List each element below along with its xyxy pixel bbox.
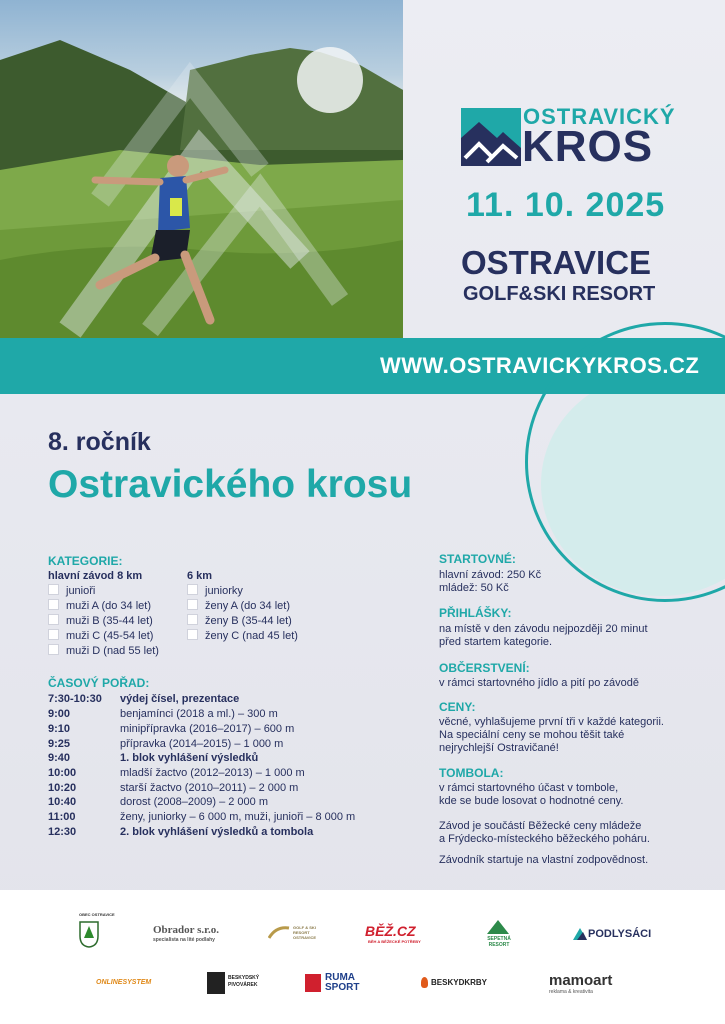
checkbox-icon	[48, 599, 59, 610]
sponsor-podlysaci: PODLYSÁCI	[588, 928, 652, 940]
category-item: muži D (nad 55 let)	[48, 644, 159, 658]
series-note: Závod je součástí Běžecké ceny mládeže	[439, 820, 642, 832]
short-race-label: 6 km	[187, 570, 213, 582]
sepetna-logo-icon	[487, 920, 509, 934]
poster: OSTRAVICKÝ KROS 11. 10. 2025 OSTRAVICE GOLF&SKI RESORT WWW.OSTRAVICKYKROS.CZ 8. ročník Ostravického krosu KATEGORIE: hlavní závod 8 km 6 km junioři muži A (do 34 let) muži B (35-44 let) muži C (45-54 let) muži D (nad 55 let) juniorky ženy A (do 34 let) ženy B (35-44 let) ženy C (nad 45 let) ČASOVÝ POŘAD: 7:30-10:30 výdej čísel, prezentace 9:00 benjamínci (2018 a ml.) – 300 m 9:10 minipřípravka (2016–2017) – 600 m 9:25 přípravka (2014–2015) – 1 000 m 9:40 1. blok vyhlášení výsledků 10:00 mladší žactvo (2012–2013) – 1 000 m 10:20 starší žactvo (2010–2011) – 2 000 m 10:40 dorost (2008–2009) – 2 000 m 11:00 ženy, juniorky – 6 000 m, muži, junioři – 8 000 m 12:30 2. blok vyhlášení výsledků a tombola STARTOVNÉ: hlavní závod: 250 Kč mládež: 50 Kč PŘIHLÁŠKY: na místě v den závodu nejpozději 20 minut před startem kategorie. OBČERSTVENÍ: v rámci startovného jídlo a pití po závodě CENY: věcné, vyhlašujeme první tři v každé kategorii. Na speciální ceny se mohou těšit také nejrychlejší Ostravičané! TOMBOLA: v rámci startovného účast v tombole, kde se bude losovat o hodnotné ceny. Závod je součástí Běžecké ceny mládeže a Frýdecko-místeckého běžeckého poháru. Závodník startuje na vlastní zodpovědnost. OBEC OSTRAVICE Obrador s.r.o. specialista na líté podlahy GOLF & SKI RESORT OSTRAVICE BĚŽ.CZ BĚH A BĚŽECKÉ POTŘEBY SEPETNÁ RESORT PODLYSÁCI ONLINESYSTEM BESKYDSKÝ PIVOVÁREK RUMA SPORT BESKYDKRBY mamoart reklama & kreativita	[0, 0, 725, 1024]
checkbox-icon	[48, 629, 59, 640]
sponsor-mamoart: mamoart	[549, 972, 613, 989]
website-link[interactable]: WWW.OSTRAVICKYKROS.CZ	[380, 353, 700, 378]
categories-heading: KATEGORIE:	[48, 554, 123, 568]
sponsor-strip	[0, 890, 725, 1024]
sponsor-obrador: Obrador s.r.o.	[153, 924, 220, 936]
checkbox-icon	[187, 584, 198, 595]
sponsor-bez-tagline: BĚH A BĚŽECKÉ POTŘEBY	[368, 939, 421, 944]
event-date: 11. 10. 2025	[466, 186, 666, 224]
category-item: muži A (do 34 let)	[48, 599, 151, 613]
pivovarek-logo-icon	[207, 972, 225, 994]
sponsor-onlinesystem: ONLINESYSTEM	[96, 979, 152, 986]
sponsor-obrador-tagline: specialista na líté podlahy	[153, 937, 215, 943]
sponsor-sepetna: SEPETNÁ RESORT	[487, 936, 511, 948]
registration-text: na místě v den závodu nejpozději 20 minut	[439, 623, 648, 635]
category-item: ženy B (35-44 let)	[187, 614, 292, 628]
checkbox-icon	[48, 644, 59, 655]
category-item: ženy C (nad 45 let)	[187, 629, 298, 643]
ostravice-crest-icon	[78, 920, 100, 948]
venue-name: OSTRAVICE	[461, 244, 652, 281]
tombola-heading: TOMBOLA:	[439, 766, 504, 780]
sponsor-ostravice: OBEC OSTRAVICE	[79, 912, 115, 917]
golf-ski-logo-icon	[268, 924, 290, 940]
fee-text: hlavní závod: 250 Kč	[439, 569, 542, 581]
prizes-text: Na speciální ceny se mohou těšit také	[439, 729, 625, 741]
prizes-text: věcné, vyhlašujeme první tři v každé kategorii.	[439, 716, 664, 728]
category-item: juniorky	[187, 584, 243, 598]
prizes-text: nejrychlejší Ostravičané!	[439, 742, 559, 754]
sponsor-golf-ski: GOLF & SKI RESORT OSTRAVICE	[293, 925, 317, 940]
registration-heading: PŘIHLÁŠKY:	[439, 606, 512, 620]
podlysaci-logo-icon	[573, 926, 587, 940]
race-title: Ostravického krosu	[48, 463, 413, 506]
fee-heading: STARTOVNÉ:	[439, 552, 516, 566]
checkbox-icon	[187, 614, 198, 625]
sponsor-beskydkrby: BESKYDKRBY	[431, 978, 488, 987]
category-item: muži C (45-54 let)	[48, 629, 153, 643]
logo-title-top: OSTRAVICKÝ	[523, 104, 676, 129]
sponsor-bez: BĚŽ.CZ	[365, 923, 416, 939]
category-item: ženy A (do 34 let)	[187, 599, 290, 613]
prizes-heading: CENY:	[439, 700, 476, 714]
checkbox-icon	[187, 629, 198, 640]
venue-resort: GOLF&SKI RESORT	[463, 283, 656, 305]
edition-label: 8. ročník	[48, 428, 151, 456]
main-race-label: hlavní závod 8 km	[48, 570, 143, 582]
checkbox-icon	[187, 599, 198, 610]
registration-text: před startem kategorie.	[439, 636, 553, 648]
checkbox-icon	[48, 614, 59, 625]
disclaimer: Závodník startuje na vlastní zodpovědnost.	[439, 854, 649, 866]
tombola-text: v rámci startovného účast v tombole,	[439, 782, 619, 794]
ruma-logo-icon	[305, 974, 321, 992]
logo-title-main: KROS	[522, 122, 654, 171]
runner-photo	[0, 0, 403, 338]
fee-text: mládež: 50 Kč	[439, 582, 509, 594]
checkbox-icon	[48, 584, 59, 595]
refreshment-text: v rámci startovného jídlo a pití po závodě	[439, 677, 639, 689]
schedule-heading: ČASOVÝ POŘAD:	[48, 676, 150, 690]
category-item: muži B (35-44 let)	[48, 614, 153, 628]
flame-icon	[421, 977, 428, 988]
tombola-text: kde se bude losovat o hodnotné ceny.	[439, 795, 624, 807]
refreshment-heading: OBČERSTVENÍ:	[439, 661, 530, 675]
kros-logo-icon	[461, 108, 521, 166]
sponsor-pivovarek: BESKYDSKÝ PIVOVÁREK	[228, 975, 260, 988]
sponsor-ruma: RUMA SPORT	[325, 972, 360, 993]
sponsor-mamoart-tagline: reklama & kreativita	[549, 989, 593, 995]
category-item: junioři	[48, 584, 95, 598]
series-note: a Frýdecko-místeckého běžeckého poháru.	[439, 833, 650, 845]
